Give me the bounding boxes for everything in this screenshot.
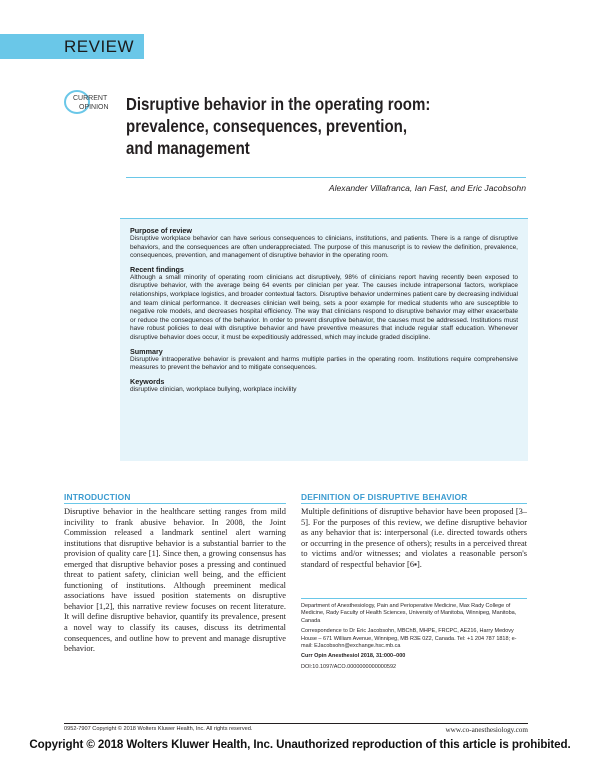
keywords-text: disruptive clinician, workplace bullying, workplace incivility	[130, 385, 297, 393]
introduction-heading: INTRODUCTION	[64, 492, 131, 502]
footer-issn-copyright: 0952-7907 Copyright © 2018 Wolters Kluwer Health, Inc. All rights reserved.	[64, 726, 253, 732]
current-opinion-logo	[63, 89, 119, 115]
definition-heading: DEFINITION OF DISRUPTIVE BEHAVIOR	[301, 492, 468, 502]
title-line-2: prevalence, consequences, prevention,	[126, 116, 408, 136]
findings-heading: Recent findings	[130, 264, 184, 274]
summary-text: Disruptive intraoperative behavior is prevalent and harms multiple parties in the operating room. Institutions require comprehensive measures to prevent the behavior and to mitigate consequences.	[130, 355, 518, 372]
keywords-heading: Keywords	[130, 376, 165, 386]
department-note: Department of Anesthesiology, Pain and Perioperative Medicine, Max Rady College of Medicine, Rady Faculty of Health Sciences, University of Manitoba, Winnipeg, Manitoba, Canada	[301, 603, 517, 624]
title-divider	[126, 177, 526, 178]
affiliation-rule	[301, 598, 527, 599]
section-tag: REVIEW	[0, 34, 144, 59]
introduction-rule	[64, 503, 286, 504]
doi: DOI:10.1097/ACO.0000000000000592	[301, 663, 397, 670]
author-list: Alexander Villafranca, Ian Fast, and Eric Jacobsohn	[328, 183, 526, 193]
footer-rule	[64, 723, 528, 724]
purpose-text: Disruptive workplace behavior can have serious consequences to clinicians, institutions, and patients. There is a range of disruptive behaviors, and the consequences are often underappreciated. The purpose of this manuscript is to review the definition, prevalence, consequences, prevention, and management of disruptive behavior in the operating room.	[130, 235, 518, 260]
abstract-box	[120, 218, 528, 461]
summary-heading: Summary	[130, 346, 163, 356]
title-line-1: Disruptive behavior in the operating room:	[126, 94, 431, 114]
journal-citation: Curr Opin Anesthesiol 2018, 31:000–000	[301, 653, 406, 660]
svg-text:CURRENT: CURRENT	[73, 95, 108, 102]
footer-website-link[interactable]: www.co-anesthesiology.com	[445, 726, 528, 734]
svg-text:OPINION: OPINION	[79, 104, 109, 111]
definition-text: Multiple definitions of disruptive behavior have been proposed [3–5]. For the purposes of this review, we define disruptive behavior as any behavior that is: interpersonal (i.e. directed towards others or occurring in the presence of others); results in a perceived threat to victims and/or witnesses; and violates a reasonable person's standard of respectful behavior [6▪].	[301, 507, 527, 569]
copyright-banner: Copyright © 2018 Wolters Kluwer Health, Inc. Unauthorized reproduction of this article is prohibited.	[29, 738, 571, 751]
purpose-heading: Purpose of review	[130, 226, 192, 235]
introduction-text: Disruptive behavior in the healthcare setting ranges from mild incivility to frank abusive behavior. In 2008, the Joint Commission released a landmark sentinel alert warning institutions that disruptive behavior is a substantial barrier to the provision of quality care [1]. Since then, a growing consensus has emerged that disruptive behavior poses a pressing and continued threat to patient safety, clinician well being, and the efficient functioning of institutions. Although preeminent medical associations have issued position statements on disruptive behavior [1,2], this narrative review focuses on recent literature. It will define disruptive behavior, quantify its prevalence, present a novel way to classify its causes, discuss its detrimental consequences, and outline how to prevent and manage disruptive behavior.	[64, 507, 286, 654]
affiliation-block	[301, 603, 526, 674]
title-line-3: and management	[126, 138, 250, 158]
correspondence-note: Correspondence to Dr Eric Jacobsohn, MBChB, MHPE, FRCPC, AE216, Harry Medovy House – 671 William Avenue, Winnipeg, MB R3E 0Z2, Canada. Tel: +1 204 787 1818; e-mail: EJacobsohn@exchange.hsc.mb.ca	[301, 628, 517, 650]
definition-rule	[301, 503, 527, 504]
article-title	[126, 93, 431, 159]
findings-text: Although a small minority of operating room clinicians act disruptively, 98% of clinicians report having recently been exposed to disruptive behavior, with the average being 64 events per clinician per year. The causes include intrapersonal factors, workplace relationships, workplace logistics, and broader contextual factors. Disruptive behavior undermines patient care by decreasing individual and team clinical performance. It decreases clinician well being, sets a poor example for medical students who are susceptible to negative role models, and decreases hospital efficiency. The way that clinicians respond to disruptive behavior may either exacerbate or reduce the consequences of the behavior. In order to prevent disruptive behavior, the causes must be addressed. Institutions must have robust policies to deal with disruptive behavior and have preventive measures that include regular staff education. Whenever disruptive behavior does occur, it must be expeditiously addressed, which may include graded discipline.	[130, 273, 518, 341]
